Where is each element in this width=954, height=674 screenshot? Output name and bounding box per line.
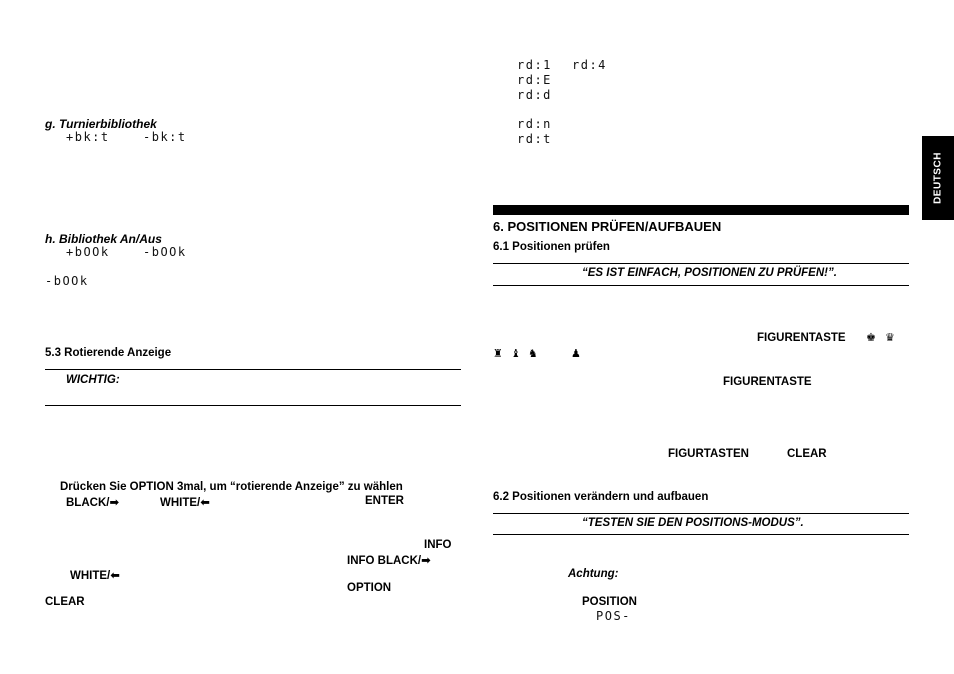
- white-key-label: WHITE/⬅: [160, 497, 210, 509]
- knight-icon: ♞: [528, 347, 538, 360]
- lcd-display-rd1: rd:1: [517, 58, 552, 72]
- black-key-label: BLACK/➡: [66, 497, 120, 509]
- lcd-display-book-minus: -bOOk: [143, 245, 187, 259]
- lcd-display-rde: rd:E: [517, 73, 552, 87]
- quote-positions-modus: “TESTEN SIE DEN POSITIONS-MODUS”.: [582, 517, 804, 529]
- figurtasten-label: FIGURTASTEN: [668, 448, 749, 460]
- heading-bibliothek-an-aus: h. Bibliothek An/Aus: [45, 232, 162, 246]
- info-black-key-label: INFO BLACK/➡: [347, 555, 431, 567]
- section-bar: [493, 205, 909, 215]
- bishop-icon: ♝: [511, 347, 521, 360]
- figurentaste-label: FIGURENTASTE: [757, 332, 846, 344]
- quote-positionen-pruefen: “ES IST EINFACH, POSITIONEN ZU PRÜFEN!”.: [582, 267, 837, 279]
- language-tab-label: DEUTSCH: [932, 152, 944, 204]
- divider-quote2-bottom: [493, 534, 909, 535]
- wichtig-label: WICHTIG:: [66, 374, 120, 386]
- heading-turnierbibliothek: g. Turnierbibliothek: [45, 117, 157, 131]
- info-key-label: INFO: [424, 539, 452, 551]
- divider-quote2-top: [493, 513, 909, 514]
- rook-icon: ♜: [493, 347, 503, 360]
- lcd-display-bk-minus: -bk:t: [143, 130, 187, 144]
- white-key-label-2: WHITE/⬅: [70, 570, 120, 582]
- lcd-display-rdt: rd:t: [517, 132, 552, 146]
- achtung-label: Achtung:: [568, 568, 619, 580]
- enter-key-label: ENTER: [365, 495, 404, 507]
- lcd-display-rd4: rd:4: [572, 58, 607, 72]
- figurentaste-label-2: FIGURENTASTE: [723, 376, 812, 388]
- lcd-display-book-plus: +bOOk: [66, 245, 110, 259]
- king-icon: ♚: [866, 331, 876, 344]
- divider-bottom: [45, 405, 461, 406]
- clear-key-label: CLEAR: [45, 596, 85, 608]
- divider-quote1-bottom: [493, 285, 909, 286]
- position-key-label: POSITION: [582, 596, 637, 608]
- heading-positionen-pruefen-aufbauen: 6. POSITIONEN PRÜFEN/AUFBAUEN: [493, 219, 722, 234]
- lcd-display-pos: POS-: [596, 609, 631, 623]
- lcd-display-bk-plus: +bk:t: [66, 130, 110, 144]
- option-instruction: Drücken Sie OPTION 3mal, um “rotierende Anzeige” zu wählen: [60, 481, 403, 493]
- heading-positionen-veraendern: 6.2 Positionen verändern und aufbauen: [493, 491, 709, 503]
- lcd-display-rdn: rd:n: [517, 117, 552, 131]
- language-tab: [922, 136, 954, 220]
- divider-quote1-top: [493, 263, 909, 264]
- heading-positionen-pruefen: 6.1 Positionen prüfen: [493, 241, 610, 253]
- clear-label: CLEAR: [787, 448, 827, 460]
- option-key-label: OPTION: [347, 582, 392, 594]
- lcd-display-rdd: rd:d: [517, 88, 552, 102]
- pawn-icon: ♟: [571, 347, 581, 360]
- lcd-display-book-minus-2: -bOOk: [45, 274, 89, 288]
- queen-icon: ♛: [885, 331, 895, 344]
- divider-top: [45, 369, 461, 370]
- heading-rotierende-anzeige: 5.3 Rotierende Anzeige: [45, 347, 172, 359]
